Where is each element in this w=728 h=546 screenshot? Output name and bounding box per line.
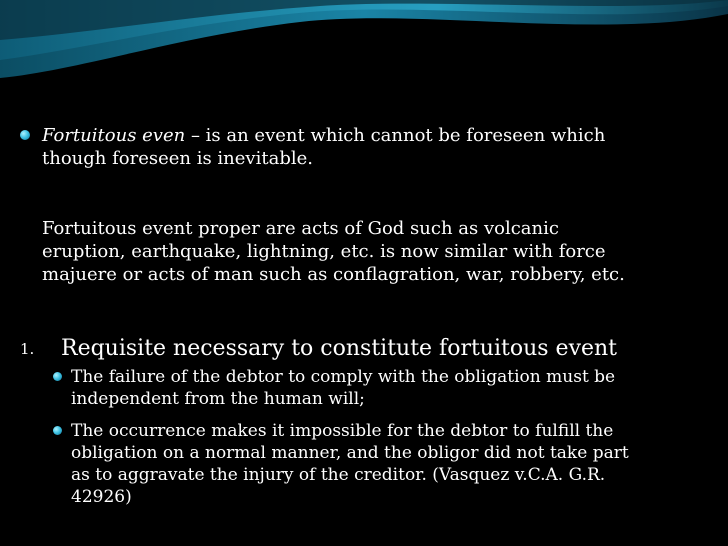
definition-term: Fortuitous even xyxy=(42,125,186,146)
circle-bullet-icon xyxy=(20,130,30,140)
requisite-line: The failure of the debtor to comply with the obligation must be xyxy=(71,367,616,387)
circle-bullet-icon xyxy=(53,426,62,435)
requisite-line: obligation on a normal manner, and the obligor did not take part xyxy=(71,443,629,463)
paragraph-line: majuere or acts of man such as conflagration, war, robbery, etc. xyxy=(42,264,625,285)
requisites-heading: Requisite necessary to constitute fortuitous event xyxy=(61,336,618,361)
requisite-line: independent from the human will; xyxy=(71,389,365,409)
fortuitous-definition xyxy=(42,124,605,170)
paragraph-line: eruption, earthquake, lightning, etc. is now similar with force xyxy=(42,241,606,262)
requisite-item-1 xyxy=(71,366,615,410)
paragraph-line: Fortuitous event proper are acts of God such as volcanic xyxy=(42,218,559,239)
list-number: 1. xyxy=(20,340,35,358)
requisite-item-2 xyxy=(71,420,629,508)
requisite-line: 42926) xyxy=(71,487,132,507)
requisite-line: The occurrence makes it impossible for the debtor to fulfill the xyxy=(71,421,614,441)
circle-bullet-icon xyxy=(53,372,62,381)
definition-line-2: though foreseen is inevitable. xyxy=(42,148,313,169)
definition-rest: – is an event which cannot be foreseen which xyxy=(185,125,606,146)
definition-line-1 xyxy=(42,124,605,147)
requisite-line: as to aggravate the injury of the creditor. (Vasquez v.C.A. G.R. xyxy=(71,465,606,485)
fortuitous-event-proper-paragraph xyxy=(42,217,625,286)
